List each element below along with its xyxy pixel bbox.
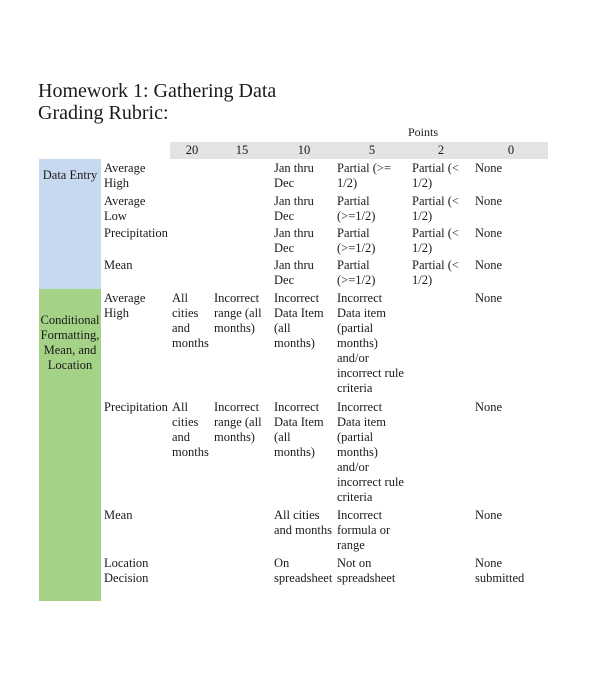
row-cond-avg-high-item: Average High bbox=[104, 291, 146, 320]
row-precip-entry-5: Partial (>=1/2) bbox=[337, 226, 376, 255]
points-header-5: 5 bbox=[368, 143, 376, 157]
row-cond-location-5: Not on spreadsheet bbox=[337, 556, 396, 585]
page-subtitle: Grading Rubric: bbox=[38, 102, 169, 124]
row-cond-location-0: None submitted bbox=[475, 556, 525, 585]
row-cond-avg-high-20: All cities and months bbox=[172, 291, 209, 350]
row-avg-high-2: Partial (< 1/2) bbox=[412, 161, 459, 190]
row-cond-avg-high-5: Incorrect Data item (partial months) and/or incorrect rule criteria bbox=[337, 291, 404, 395]
row-mean-entry-item: Mean bbox=[104, 258, 133, 272]
row-avg-high-10: Jan thru Dec bbox=[274, 161, 314, 190]
row-cond-precip-5: Incorrect Data item (partial months) and/or incorrect rule criteria bbox=[337, 400, 404, 504]
row-mean-entry-5: Partial (>=1/2) bbox=[337, 258, 376, 287]
row-mean-entry-10: Jan thru Dec bbox=[274, 258, 314, 287]
row-precip-entry-item: Precipitation bbox=[104, 226, 168, 240]
row-avg-high-item: Average High bbox=[104, 161, 146, 190]
row-avg-low-item: Average Low bbox=[104, 194, 146, 223]
row-cond-precip-15: Incorrect range (all months) bbox=[214, 400, 262, 444]
row-cond-mean-item: Mean bbox=[104, 508, 133, 522]
row-avg-low-5: Partial (>=1/2) bbox=[337, 194, 376, 223]
row-precip-entry-10: Jan thru Dec bbox=[274, 226, 314, 255]
points-header-20: 20 bbox=[185, 143, 199, 157]
row-mean-entry-0: None bbox=[475, 258, 503, 272]
row-avg-low-10: Jan thru Dec bbox=[274, 194, 314, 223]
points-header-2: 2 bbox=[437, 143, 445, 157]
row-cond-precip-item: Precipitation bbox=[104, 400, 168, 414]
row-cond-precip-0: None bbox=[475, 400, 503, 414]
row-cond-location-10: On spreadsheet bbox=[274, 556, 333, 585]
points-header-10: 10 bbox=[297, 143, 311, 157]
category-conditional-label: Conditional Formatting, Mean, and Location bbox=[40, 313, 100, 372]
row-cond-mean-0: None bbox=[475, 508, 503, 522]
row-cond-location-item: Location Decision bbox=[104, 556, 149, 585]
row-avg-low-0: None bbox=[475, 194, 503, 208]
row-cond-mean-5: Incorrect formula or range bbox=[337, 508, 391, 552]
row-cond-avg-high-0: None bbox=[475, 291, 503, 305]
points-header-0: 0 bbox=[507, 143, 515, 157]
row-avg-high-5: Partial (>= 1/2) bbox=[337, 161, 392, 190]
points-label: Points bbox=[408, 125, 439, 139]
row-precip-entry-0: None bbox=[475, 226, 503, 240]
row-cond-precip-10: Incorrect Data Item (all months) bbox=[274, 400, 324, 459]
page-title: Homework 1: Gathering Data bbox=[38, 80, 277, 102]
row-cond-mean-10: All cities and months bbox=[274, 508, 332, 537]
row-avg-high-0: None bbox=[475, 161, 503, 175]
category-data-entry-label: Data Entry bbox=[42, 168, 98, 182]
row-avg-low-2: Partial (< 1/2) bbox=[412, 194, 459, 223]
row-cond-avg-high-10: Incorrect Data Item (all months) bbox=[274, 291, 324, 350]
row-cond-precip-20: All cities and months bbox=[172, 400, 209, 459]
row-precip-entry-2: Partial (< 1/2) bbox=[412, 226, 459, 255]
row-cond-avg-high-15: Incorrect range (all months) bbox=[214, 291, 262, 335]
points-header-15: 15 bbox=[235, 143, 249, 157]
row-mean-entry-2: Partial (< 1/2) bbox=[412, 258, 459, 287]
